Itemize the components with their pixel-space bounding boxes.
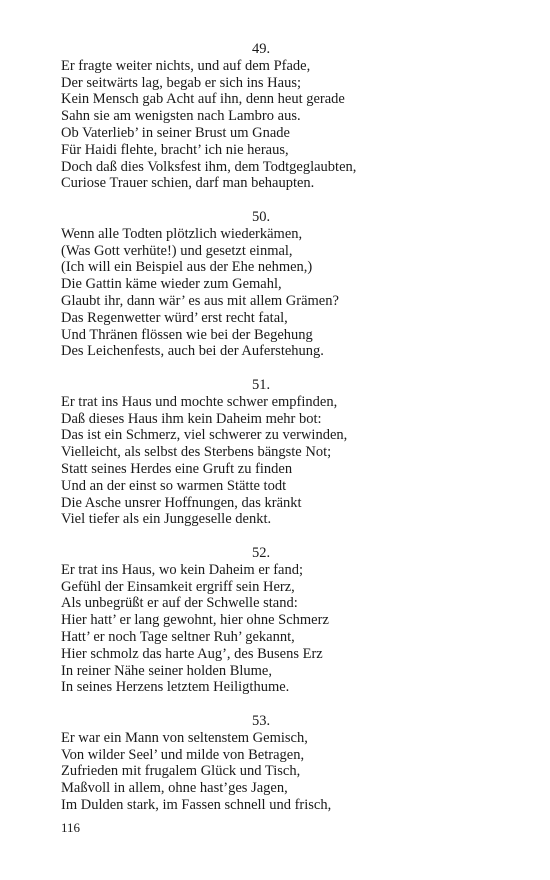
verse-line: Maßvoll in allem, ohne hast’ges Jagen, — [61, 780, 288, 797]
verse-line: Der seitwärts lag, begab er sich ins Haus; — [61, 74, 301, 91]
verse-line: Das ist ein Schmerz, viel schwerer zu verwinden, — [61, 427, 348, 444]
verse-line: (Was Gott verhüte!) und gesetzt einmal, — [61, 242, 293, 259]
verse-line: Die Asche unsrer Hoffnungen, das kränkt — [61, 494, 302, 511]
verse-line: Er fragte weiter nichts, und auf dem Pfade, — [61, 57, 311, 74]
verse-line: Er trat ins Haus, wo kein Daheim er fand; — [61, 561, 303, 578]
stanza-number: 50. — [251, 209, 271, 225]
verse-line: Das Regenwetter würd’ erst recht fatal, — [61, 309, 288, 326]
stanza-50 — [61, 209, 501, 360]
verse-line: Zufrieden mit frugalem Glück und Tisch, — [61, 763, 301, 780]
verse-line: Wenn alle Todten plötzlich wiederkämen, — [61, 225, 303, 242]
verse-line: Viel tiefer als ein Junggeselle denkt. — [61, 511, 272, 528]
page-number: 116 — [61, 820, 81, 835]
verse-line: Gefühl der Einsamkeit ergriff sein Herz, — [61, 578, 295, 595]
verse-line: Im Dulden stark, im Fassen schnell und frisch, — [61, 796, 332, 813]
verse-line: Und an der einst so warmen Stätte todt — [61, 477, 287, 494]
stanza-52 — [61, 545, 501, 696]
stanza-number: 52. — [251, 545, 271, 561]
stanza-53 — [61, 713, 501, 814]
stanza-51 — [61, 377, 501, 528]
verse-line: Er war ein Mann von seltenstem Gemisch, — [61, 729, 308, 746]
verse-line: (Ich will ein Beispiel aus der Ehe nehmen,) — [61, 259, 313, 276]
verse-line: Als unbegrüßt er auf der Schwelle stand: — [61, 595, 298, 612]
stanza-49 — [61, 41, 501, 192]
verse-line: Hier schmolz das harte Aug’, des Busens Erz — [61, 645, 323, 662]
verse-line: Von wilder Seel’ und milde von Betragen, — [61, 746, 305, 763]
verse-line: Daß dieses Haus ihm kein Daheim mehr bot: — [61, 410, 322, 427]
verse-line: Des Leichenfests, auch bei der Auferstehung. — [61, 343, 324, 360]
verse-line: Ob Vaterlieb’ in seiner Brust um Gnade — [61, 124, 290, 141]
stanza-number: 53. — [251, 713, 271, 729]
stanza-number: 49. — [251, 41, 271, 57]
verse-line: Für Haidi flehte, bracht’ ich nie heraus, — [61, 141, 289, 158]
verse-line: In reiner Nähe seiner holden Blume, — [61, 662, 272, 679]
stanza-number: 51. — [251, 377, 271, 393]
verse-line: Glaubt ihr, dann wär’ es aus mit allem Grämen? — [61, 292, 339, 309]
verse-line: Sahn sie am wenigsten nach Lambro aus. — [61, 108, 301, 125]
verse-line: Kein Mensch gab Acht auf ihn, denn heut gerade — [61, 91, 345, 108]
verse-line: Hier hatt’ er lang gewohnt, hier ohne Schmerz — [61, 612, 329, 629]
verse-line: Er trat ins Haus und mochte schwer empfinden, — [61, 393, 338, 410]
verse-line: Und Thränen flössen wie bei der Begehung — [61, 326, 313, 343]
verse-line: Doch daß dies Volksfest ihm, dem Todtgeglaubten, — [61, 158, 357, 175]
verse-line: In seines Herzens letztem Heiligthume. — [61, 679, 290, 696]
verse-line: Die Gattin käme wieder zum Gemahl, — [61, 276, 282, 293]
verse-line: Vielleicht, als selbst des Sterbens bängste Not; — [61, 444, 332, 461]
verse-line: Statt seines Herdes eine Gruft zu finden — [61, 460, 293, 477]
verse-line: Hatt’ er noch Tage seltner Ruh’ gekannt, — [61, 628, 295, 645]
verse-line: Curiose Trauer schien, darf man behaupten. — [61, 175, 315, 192]
